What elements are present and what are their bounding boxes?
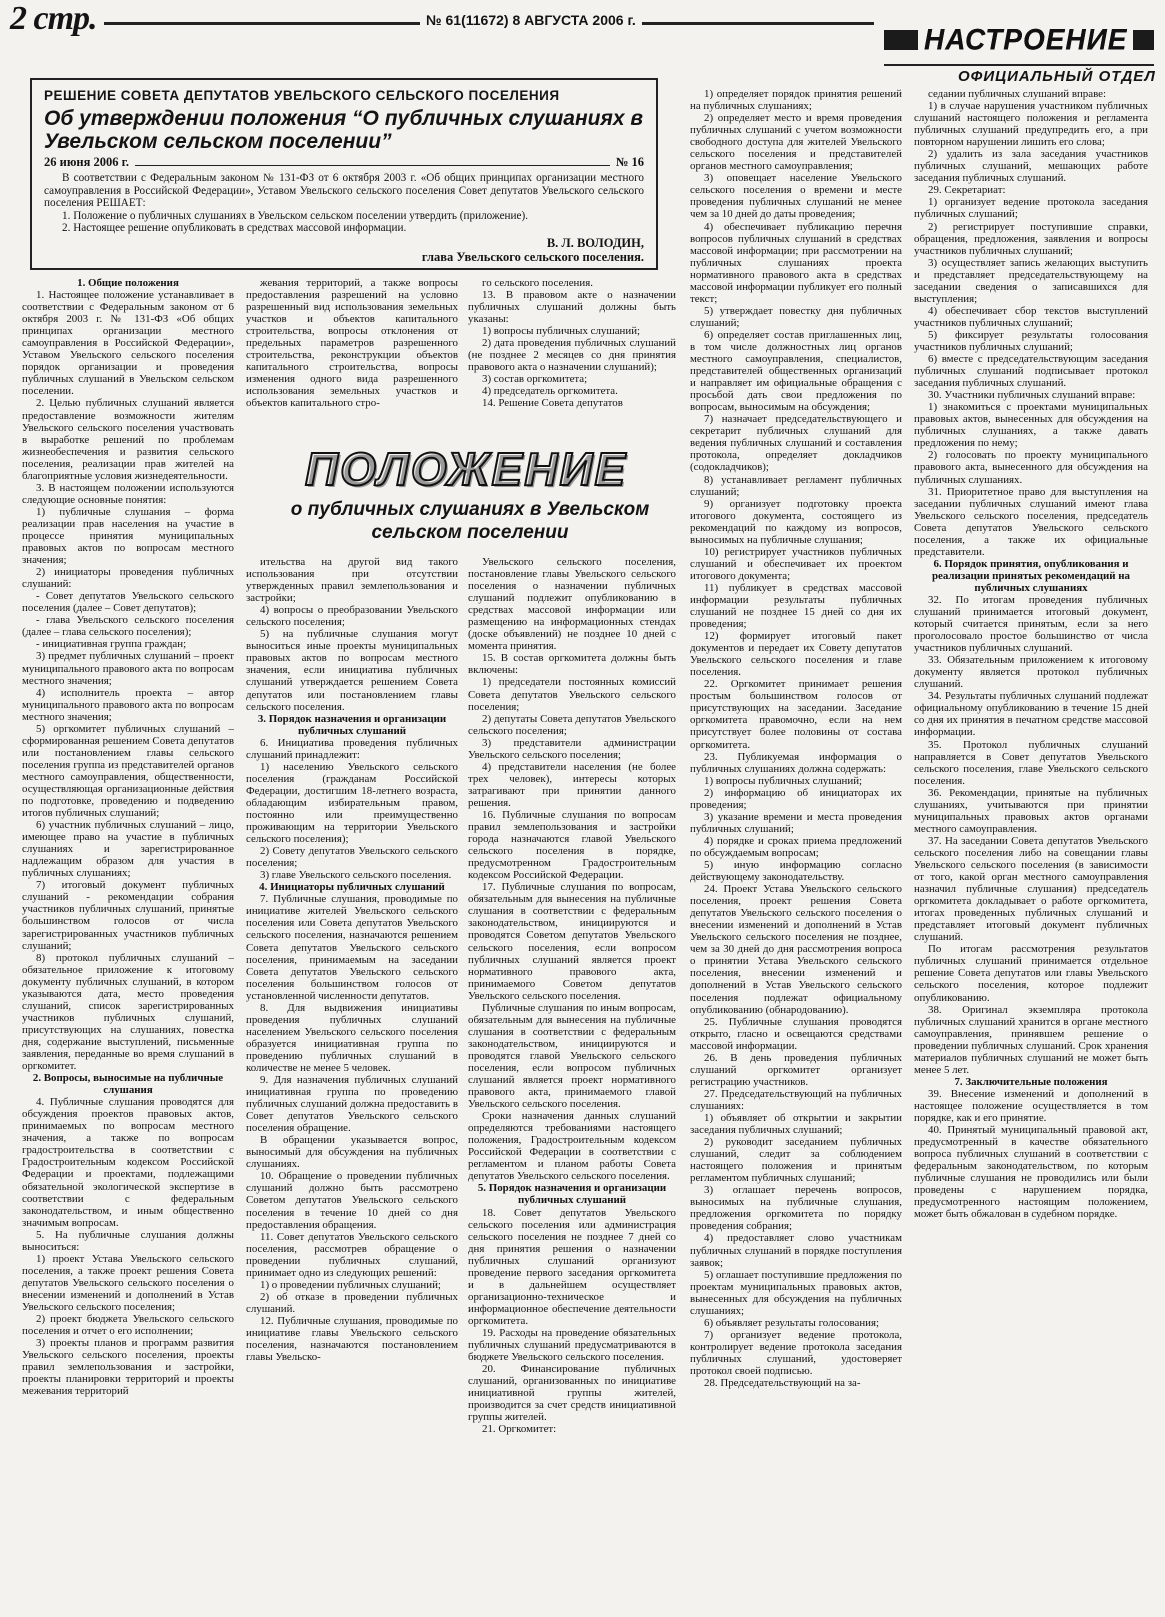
article-paragraph: 3) оповещает население Увельского сельского поселения о времени и месте проведения публичных слушаний не менее чем за 10 дней до даты проведения;: [690, 172, 902, 221]
rubric-title: НАСТРОЕНИЕ: [918, 23, 1133, 57]
article-paragraph: - инициативная группа граждан;: [36, 638, 187, 651]
article-paragraph: Увельского сельского поселения, постановление главы Увельского сельского поселения о назначении публичных слушаний подлежит опубликованию в средствах массовой информации или размещению на информационных стендах (доске объявлений) не позднее 10 дней с момента принятия.: [468, 556, 676, 653]
article-paragraph: го сельского поселения.: [482, 277, 593, 289]
article-paragraph: 20. Финансирование публичных слушаний, организованных по инициативе инициативной группы жителей, производится за счет средств инициативной группы жителей.: [468, 1363, 676, 1424]
article-paragraph: Сроки назначения данных слушаний определяются требованиями настоящего положения, Градостроительным кодексом Российской Федерации в соответствии с регламентом и планом работы Совета депутатов Увельского сельского поселения.: [468, 1110, 676, 1183]
article-paragraph: 7) итоговый документ публичных слушаний - рекомендации собрания участников публичных слушаний, принятые большинством голосов от числа зарегистрированных участников публичных слушаний;: [22, 879, 234, 952]
article-paragraph: - Совет депутатов Увельского сельского поселения (далее – Совет депутатов);: [22, 590, 234, 615]
article-paragraph: 28. Председательствующий на за-: [704, 1377, 861, 1390]
article-paragraph: 4) председатель оргкомитета.: [482, 385, 618, 398]
article-paragraph: 1. Настоящее положение устанавливает в соответствии с Федеральным законом от 6 октября 2003 г. № 131-ФЗ «Об общих принципах организации местного самоуправления в Российской Федерации», Уставом Увельского сельского поселения порядок организации и проведения публичных слушаний в Увельском сельском поселении.: [22, 289, 234, 398]
decision-box: [30, 78, 658, 270]
article-paragraph: 36. Рекомендации, принятые на публичных слушаниях, учитываются при принятии муниципальных правовых актов органами местного самоуправления.: [914, 786, 1148, 835]
regulation-subtitle: о публичных слушаниях в Увельском сельском поселении: [290, 499, 650, 543]
decision-date-row: [44, 155, 644, 170]
article-paragraph: 1) в случае нарушения участником публичных слушаний настоящего положения и регламента публичных слушаний предупредить его, а при повторном нарушении лишить его слова;: [914, 100, 1148, 149]
article-paragraph: 26. В день проведения публичных слушаний оргкомитет организует регистрацию участников.: [690, 1051, 902, 1088]
article-column-3: [468, 556, 676, 1607]
article-paragraph: 11) публикует в средствах массовой информации результаты публичных слушаний не позднее 15 дней со дня их проведения;: [690, 581, 902, 631]
article-column-2-top: [246, 277, 458, 435]
article-paragraph: 37. На заседании Совета депутатов Увельского сельского поселения либо на совещании главы Увельского сельского поселения (в зависимости от того, какой орган местного самоуправления назначил публичные слушания) председатель оргкомитета докладывает о работе оргкомитета, итогах проведенных публичных слушаний и представляет итоговый документ публичных слушаний.: [914, 834, 1148, 944]
decision-paragraph: 2. Настоящее решение опубликовать в средствах массовой информации.: [62, 222, 407, 234]
article-paragraph: 3) главе Увельского сельского поселения.: [260, 869, 452, 882]
article-paragraph: 12) формирует итоговый пакет документов и передает их Совету депутатов Увельского сельского поселения и главе поселения.: [690, 630, 902, 679]
decision-kicker: РЕШЕНИЕ СОВЕТА ДЕПУТАТОВ УВЕЛЬСКОГО СЕЛЬСКОГО ПОСЕЛЕНИЯ: [44, 88, 560, 103]
article-paragraph: В обращении указывается вопрос, выносимый для обсуждения на публичных слушаниях.: [246, 1134, 458, 1171]
decision-date: 26 июня 2006 г.: [44, 155, 129, 169]
article-paragraph: 1) о проведении публичных слушаний;: [260, 1278, 441, 1291]
article-paragraph: 14. Решение Совета депутатов: [482, 397, 623, 410]
article-paragraph: 22. Оргкомитет принимает решения простым большинством голосов от присутствующих на заседании. Заседание оргкомитета правомочно, если на нем присутствует более половины от состава оргкомитета.: [690, 678, 902, 751]
article-paragraph: 2. Целью публичных слушаний является предоставление возможности жителям Увельского сельского поселения участвовать в выработке решений по проблемам жизнеобеспечения и развития сельского поселения, реализации прав жителей на благоприятные условия жизнедеятельности.: [22, 397, 234, 482]
article-paragraph: 4) вопросы о преобразовании Увельского сельского поселения;: [246, 604, 458, 629]
article-paragraph: 2) удалить из зала заседания участников публичных слушаний, мешающих работе заседания публичных слушаний.: [914, 148, 1148, 185]
article-paragraph: 10) регистрирует участников публичных слушаний и обеспечивает их проектом итогового документа;: [690, 545, 902, 582]
section-heading: 6. Порядок принятия, опубликования и реализации принятых рекомендаций на публичных слушаниях: [932, 557, 1130, 594]
article-paragraph: 6. Инициатива проведения публичных слушаний принадлежит:: [246, 736, 458, 761]
article-paragraph: 40. Принятый муниципальный правовой акт, предусмотренный в качестве обязательного вопроса публичных слушаний в соответствии с федеральным законодательством, по которым публичные слушания не проводились или были проведены с нарушением порядка, предусмотренного настоящим положением, может быть обжалован в судебном порядке.: [914, 1124, 1148, 1221]
article-paragraph: 32. По итогам проведения публичных слушаний принимается итоговый документ, который считается принятым, если за него проголосовало простое большинство от числа участников публичных слушаний.: [914, 593, 1148, 655]
article-paragraph: 3. В настоящем положении используются следующие основные понятия:: [22, 481, 234, 506]
article-paragraph: 35. Протокол публичных слушаний направляется в Совет депутатов Увельского сельского поселения, главе Увельского сельского поселения.: [914, 738, 1148, 787]
article-paragraph: 6) определяет состав приглашенных лиц, в том числе должностных лиц органов местного самоуправления, специалистов, представителей общественных организаций и направляет им официальные обращения с просьбой дать свои предложения по вопросам, выносимым на обсуждения;: [690, 328, 902, 414]
article-paragraph: 4) порядке и сроках приема предложений по обсуждаемым вопросам;: [690, 834, 902, 859]
article-paragraph: 18. Совет депутатов Увельского сельского поселения или администрация сельского поселения не позднее 7 дней со дня принятия решения о назначении публичных слушаний организуют проведение первого заседания оргкомитета и в дальнейшем осуществляет организационно-техническое и информационное обеспечение деятельности оргкомитета.: [468, 1206, 676, 1327]
article-paragraph: 17. Публичные слушания по вопросам, обязательным для вынесения на публичные слушания в соответствии с федеральным законодательством, инициируются и проводятся Советом депутатов Увельского сельского поселения, если вопросом публичных слушаний является проект нормативного правового акта, принимаемого Советом депутатов Увельского сельского поселения.: [468, 881, 676, 1002]
article-paragraph: ительства на другой вид такого использования при отсутствии утвержденных правил землепользования и застройки;: [246, 556, 458, 605]
decision-paragraph: 1. Положение о публичных слушаниях в Увельском сельском поселении утвердить (приложение).: [62, 209, 529, 222]
article-paragraph: 11. Совет депутатов Увельского сельского поселения, рассмотрев обращение о проведении публичных слушаний, принимает одно из следующих решений:: [246, 1230, 458, 1279]
section-heading: 2. Вопросы, выносимые на публичные слушания: [32, 1072, 224, 1097]
article-column-2: [246, 556, 458, 1607]
article-paragraph: 8) устанавливает регламент публичных слушаний;: [690, 473, 902, 498]
article-paragraph: 2) инициаторы проведения публичных слушаний:: [22, 566, 234, 591]
article-paragraph: 7) организует ведение протокола, контролирует ведение протокола заседания публичных слушаний, удостоверяет протокол своей подписью.: [690, 1328, 902, 1377]
article-paragraph: 1) проект Устава Увельского сельского поселения, а также проект решения Совета депутатов Увельского сельского поселения о внесении изменений и дополнений в Устав Увельского сельского поселения;: [22, 1252, 234, 1313]
article-paragraph: 1) публичные слушания – форма реализации прав населения на участие в процессе принятия муниципальных правовых актов по вопросам местного значения;: [22, 505, 234, 567]
article-paragraph: 2) об отказе в проведении публичных слушаний.: [246, 1290, 458, 1315]
article-paragraph: 38. Оригинал экземпляра протокола публичных слушаний хранится в органе местного самоуправления, принявшем решение о проведении публичных слушаний. Срок хранения материалов публичных слушаний не может быть менее 5 лет.: [914, 1003, 1148, 1076]
article-paragraph: 31. Приоритетное право для выступления на заседании публичных слушаний имеют глава Увельского сельского поселения, председатель Совета депутатов Увельского сельского поселения, а также их официальные представители.: [914, 485, 1148, 558]
article-paragraph: 9. Для назначения публичных слушаний инициативная группа по проведению публичных слушаний должна предоставить в Совет депутатов Увельского сельского поселения обращение.: [246, 1074, 458, 1135]
article-paragraph: 4) обеспечивает сбор текстов выступлений участников публичных слушаний;: [914, 304, 1148, 329]
article-paragraph: 2) руководит заседанием публичных слушаний, следит за соблюдением настоящего положения и принятым регламентом публичных слушаний;: [690, 1136, 902, 1185]
article-paragraph: 3) представители администрации Увельского сельского поселения;: [468, 736, 676, 761]
article-paragraph: 3) осуществляет запись желающих выступить и представляет председательствующему на заседании сведения о записавшихся для выступления;: [914, 256, 1148, 305]
section-heading: 3. Порядок назначения и организации публичных слушаний: [257, 712, 447, 737]
article-paragraph: 6) участник публичных слушаний – лицо, имеющее право на участие в публичных слушаниях и зарегистрированное надлежащим образом для участия в публичных слушаниях;: [22, 819, 234, 880]
article-paragraph: 4) предоставляет слово участникам публичных слушаний в порядке поступления заявок;: [690, 1232, 902, 1269]
decision-paragraph: В соответствии с Федеральным законом № 131-ФЗ от 6 октября 2003 г. «Об общих принципах организации местного самоуправления в Российской Федерации», Уставом Увельского сельского поселения Совет депутатов Увельского сельского поселения РЕШАЕТ:: [44, 172, 644, 209]
article-paragraph: 15. В состав оргкомитета должны быть включены:: [468, 652, 676, 677]
article-paragraph: 12. Публичные слушания, проводимые по инициативе главы Увельского сельского поселения, назначаются постановлением главы Увельско-: [246, 1314, 458, 1364]
article-paragraph: 2) депутаты Совета депутатов Увельского сельского поселения;: [468, 712, 676, 737]
article-paragraph: 2) голосовать по проекту муниципального правового акта, вынесенного для обсуждения на публичных слушаниях.: [914, 449, 1148, 486]
article-paragraph: 2) информацию об инициаторах их проведения;: [690, 786, 902, 811]
article-paragraph: 9) организует подготовку проекта итогового документа, состоящего из рекомендаций по каждому из вопросов, выносимых на публичные слушания;: [690, 497, 902, 546]
article-paragraph: 1) населению Увельского сельского поселения (гражданам Российской Федерации, достигшим 18-летнего возраста, обладающим избирательным правом, постоянно или преимущественно проживающим на территории Увельского сельского поселения);: [246, 760, 458, 846]
decision-number: № 16: [615, 155, 644, 169]
article-paragraph: 30. Участники публичных слушаний вправе:: [928, 389, 1136, 402]
article-paragraph: 3) состав оргкомитета;: [482, 373, 588, 386]
article-paragraph: 4. Публичные слушания проводятся для обсуждения проектов правовых актов, принимаемых по вопросам местного значения, а также по вопросам градостроительства в соответствии с Градостроительным кодексом Российской Федерации и проектами, подлежащими обязательной экологической экспертизе в соответствии с федеральным законодательством, и иным общественно значимым вопросам.: [22, 1096, 234, 1229]
article-paragraph: 3) предмет публичных слушаний – проект муниципального правового акта по вопросам местного значения;: [22, 650, 234, 687]
article-paragraph: 39. Внесение изменений и дополнений в настоящее положение осуществляется в том порядке, как и его принятие.: [914, 1087, 1148, 1124]
article-paragraph: 5) на публичные слушания могут выноситься иные проекты муниципальных правовых актов по вопросам местного значения, если инициатива публичных слушаний утверждается решением Совета депутатов или постановлением главы сельского поселения.: [246, 628, 458, 713]
article-paragraph: 3) оглашает перечень вопросов, выносимых на публичные слушания, предложения оргкомитета по порядку проведения собрания;: [690, 1184, 902, 1233]
signer-role: глава Увельского сельского поселения.: [421, 249, 644, 264]
article-paragraph: 1) определяет порядок принятия решений на публичных слушаниях;: [690, 88, 902, 113]
section-heading: 4. Инициаторы публичных слушаний: [259, 881, 445, 894]
decision-body: [44, 172, 644, 235]
article-paragraph: 1) объявляет об открытии и закрытии заседания публичных слушаний;: [690, 1111, 902, 1137]
article-column-5: [914, 88, 1148, 1607]
article-paragraph: 2) проект бюджета Увельского сельского поселения и отчет о его исполнении;: [22, 1313, 234, 1338]
article-paragraph: Публичные слушания по иным вопросам, обязательным для вынесения на публичные слушания в соответствии с федеральным законодательством, инициируются и проводятся главой Увельского сельского поселения, если вопросом публичных слушаний является проект нормативного правового акта, принимаемого главой Увельского сельского поселения.: [468, 1001, 676, 1111]
department-title: ОФИЦИАЛЬНЫЙ ОТДЕЛ: [958, 68, 1156, 85]
regulation-title: ПОЛОЖЕНИЕ: [305, 443, 628, 495]
article-paragraph: 6) вместе с председательствующим заседания публичных слушаний подписывает протокол заседания публичных слушаний.: [914, 353, 1148, 390]
article-paragraph: - глава Увельского сельского поселения (далее – глава сельского поселения);: [22, 614, 234, 639]
article-paragraph: 1) председатели постоянных комиссий Совета депутатов Увельского сельского поселения;: [468, 676, 676, 713]
article-paragraph: 6) объявляет результаты голосования;: [704, 1316, 880, 1329]
decision-title: Об утверждении положения “О публичных слушаниях в Увельском сельском поселении”: [44, 107, 644, 153]
article-paragraph: 5. На публичные слушания должны выноситься:: [22, 1228, 234, 1253]
article-paragraph: 4) представители населения (не более трех человек), интересы которых затрагивают при принятии данного решения.: [468, 760, 676, 809]
article-paragraph: 1) вопросы публичных слушаний;: [704, 774, 863, 787]
section-heading: 5. Порядок назначения и организации публичных слушаний: [477, 1182, 667, 1207]
decision-signature: [44, 237, 644, 265]
article-paragraph: 3) проекты планов и программ развития Увельского сельского поселения, проекты правил землепользования и застройки, проекты планировки территорий и проекты межевания территорий: [22, 1337, 234, 1398]
article-paragraph: 8. Для выдвижения инициативы проведения публичных слушаний населением Увельского сельского поселения образуется инициативная группа по проведению публичных слушаний в количестве не менее 5 человек.: [246, 1001, 458, 1074]
article-paragraph: 19. Расходы на проведение обязательных публичных слушаний предусматриваются в бюджете Увельского сельского поселения.: [468, 1327, 676, 1364]
article-paragraph: 21. Оргкомитет:: [482, 1423, 557, 1436]
article-paragraph: 2) определяет место и время проведения публичных слушаний с учетом возможности свободного доступа для жителей Увельского сельского поселения и представителей органов местного самоуправления;: [690, 112, 902, 173]
article-paragraph: седании публичных слушаний вправе:: [928, 88, 1107, 100]
article-paragraph: 13. В правовом акте о назначении публичных слушаний должны быть указаны:: [468, 289, 676, 326]
section-heading: 1. Общие положения: [77, 277, 179, 289]
article-column-1: [22, 277, 234, 1607]
article-paragraph: По итогам рассмотрения результатов публичных слушаний принимается отдельное решение Совета депутатов или главы Увельского сельского поселения, которое подлежит опубликованию.: [914, 943, 1148, 1004]
article-paragraph: 16. Публичные слушания по вопросам правил землепользования и застройки города назначаются главой Увельского сельского поселения в порядке, предусмотренном Градостроительным кодексом Российской Федерации.: [468, 808, 676, 882]
article-paragraph: 5) оглашает поступившие предложения по проектам муниципальных правовых актов, вынесенных для обсуждения на публичных слушаниях;: [690, 1268, 902, 1317]
department-rule: [884, 64, 1154, 66]
article-paragraph: 25. Публичные слушания проводятся открыто, гласно и освещаются средствами массовой информации.: [690, 1015, 902, 1052]
article-paragraph: 1) вопросы публичных слушаний;: [482, 325, 641, 338]
article-paragraph: 10. Обращение о проведении публичных слушаний должно быть рассмотрено Советом депутатов Увельского сельского поселения в течение 10 дней со дня предоставления обращения.: [246, 1170, 458, 1231]
decision-date-rule: [135, 165, 610, 166]
article-paragraph: 2) Совету депутатов Увельского сельского поселения;: [246, 845, 458, 870]
article-paragraph: 34. Результаты публичных слушаний подлежат официальному опубликованию в течение 15 дней со дня их принятия в печатном средстве массовой информации.: [914, 690, 1148, 739]
article-paragraph: 4) исполнитель проекта – автор муниципального правового акта по вопросам местного значения;: [22, 686, 234, 723]
section-heading: 7. Заключительные положения: [954, 1075, 1108, 1088]
article-paragraph: 3) указание времени и места проведения публичных слушаний;: [690, 810, 902, 835]
article-paragraph: жевания территорий, а также вопросы предоставления разрешений на условно разрешенный вид использования земельных участков и объектов капитального строительства, вопросы отклонения от предельных параметров разрешенного строительства, реконструкции объектов капитального строительства, вопросы изменения одного вида разрешенного использования земельных участков и объектов капитального стро-: [246, 277, 458, 410]
signer-name: В. Л. ВОЛОДИН,: [546, 235, 644, 250]
article-paragraph: 4) обеспечивает публикацию перечня вопросов публичных слушаний в средствах массовой информации; при рассмотрении на публичных слушаниях проекта нормативного правового акта в средствах массовой информации публикует его полный текст;: [690, 220, 902, 305]
article-paragraph: 5) иную информацию согласно действующему законодательству.: [690, 859, 902, 884]
article-paragraph: 2) дата проведения публичных слушаний (не позднее 2 месяцев со дня принятия правового акта о назначении слушаний);: [468, 337, 676, 374]
article-paragraph: 29. Секретариат:: [928, 184, 1006, 197]
issue-info: № 61(11672) 8 АВГУСТА 2006 г.: [420, 10, 642, 30]
article-paragraph: 2) регистрирует поступившие справки, обращения, предложения, заявления и вопросы участников публичных слушаний;: [914, 220, 1148, 257]
article-paragraph: 1) организует ведение протокола заседания публичных слушаний;: [914, 196, 1148, 221]
article-paragraph: 24. Проект Устава Увельского сельского поселения, проект решения Совета депутатов Увельского сельского поселения о внесении изменений и дополнений в Устав Увельского сельского поселения не позднее, чем за 30 дней до дня рассмотрения вопроса о принятии Устава Увельского сельского поселения, внесении изменений и дополнений в Устав Увельского сельского поселения подлежат официальному опубликованию (обнародованию).: [690, 883, 902, 1016]
article-column-3-top: [468, 277, 676, 435]
article-paragraph: 7) назначает председательствующего и секретарит публичных слушаний для ведения публичных слушаний и составления протокола, определяет докладчиков (содокладчиков);: [690, 413, 902, 474]
article-paragraph: 1) знакомиться с проектами муниципальных правовых актов, вынесенных для обсуждения на публичных слушаниях, а также давать предложения по нему;: [914, 401, 1148, 450]
article-paragraph: 5) оргкомитет публичных слушаний – сформированная решением Совета депутатов или постановлением главы сельского поселения группа из представителей органов местного самоуправления, общественности, осуществляющая организационные действия по подготовке, проведению и подведению итогов публичных слушаний;: [22, 722, 234, 820]
article-column-4: [690, 88, 902, 1607]
article-paragraph: 8) протокол публичных слушаний – обязательное приложение к итоговому документу публичных слушаний, в котором указываются дата, место проведения слушаний, список зарегистрированных участников публичных слушаний, присутствующих на слушаниях, повестка дня, содержание выступлений, письменные заявления, переданные во время слушаний в оргкомитет.: [22, 951, 234, 1073]
article-paragraph: 23. Публикуемая информация о публичных слушаниях должна содержать:: [690, 750, 902, 775]
article-paragraph: 33. Обязательным приложением к итоговому документу является протокол публичных слушаний.: [914, 654, 1148, 691]
article-paragraph: 5) утверждает повестку дня публичных слушаний;: [690, 304, 902, 329]
article-paragraph: 27. Председательствующий на публичных слушаниях:: [690, 1087, 902, 1112]
page-number: 2 стр.: [10, 0, 97, 37]
article-paragraph: 5) фиксирует результаты голосования участников публичных слушаний;: [914, 328, 1148, 353]
article-paragraph: 7. Публичные слушания, проводимые по инициативе жителей Увельского сельского поселения или Совета депутатов Увельского сельского поселения, назначаются решением Совета депутатов Увельского сельского поселения, принимаемым на заседании Совета депутатов Увельского сельского поселения большинством голосов от установленной численности депутатов.: [246, 893, 458, 1002]
